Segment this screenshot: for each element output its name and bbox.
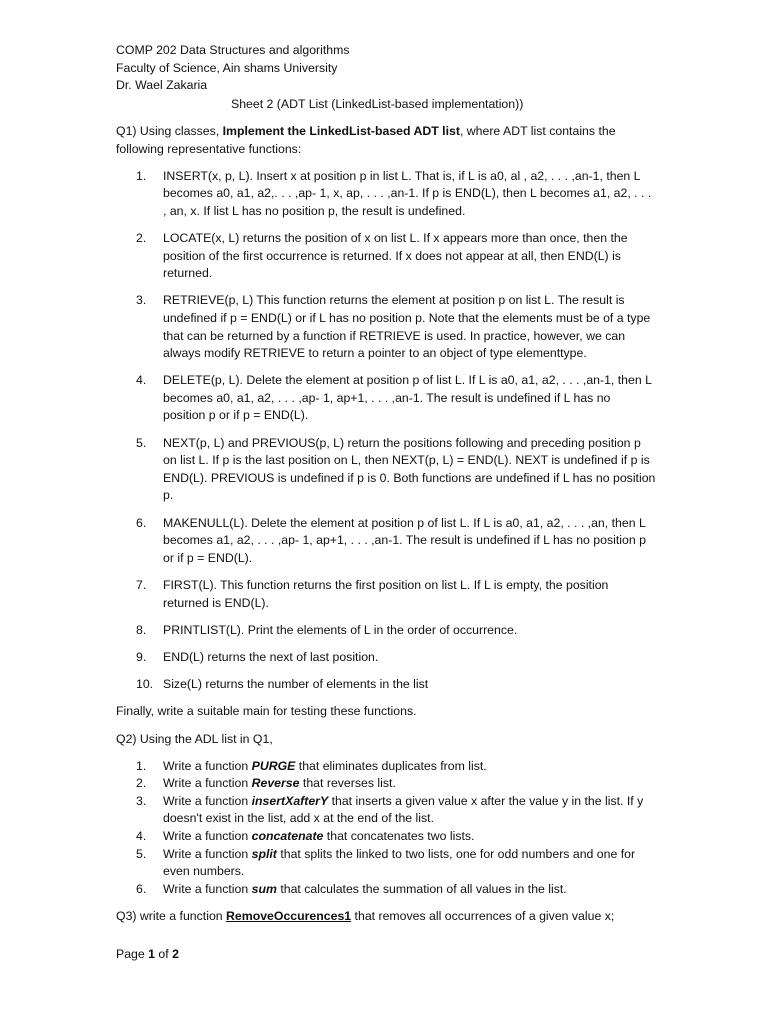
q1-intro-suffix: , where ADT list contains the following representative functions: bbox=[116, 124, 616, 156]
item-text: NEXT(p, L) and PREVIOUS(p, L) return the positions following and preceding position p on list L. If p is the last position on L, then NEXT(p, L) = END(L). NEXT is undefined if p is END(L). PREVIOUS is undefined if p is 0. Both functions are undefined if L has no position p. bbox=[163, 435, 656, 503]
function-name: concatenate bbox=[251, 828, 324, 843]
course-title: COMP 202 Data Structures and algorithms bbox=[116, 43, 350, 57]
function-name: sum bbox=[251, 881, 277, 896]
q1-item bbox=[116, 649, 656, 667]
list-number: 3. bbox=[136, 293, 147, 308]
q2-item bbox=[116, 881, 656, 899]
instructor-name: Dr. Wael Zakaria bbox=[116, 78, 208, 93]
page-word: Page bbox=[116, 947, 149, 961]
item-prefix: Write a function bbox=[163, 793, 252, 808]
item-text: INSERT(x, p, L). Insert x at position p in list L. That is, if L is a0, al , a2, . . . ,an-1, then L becomes a0, a1, a2,. . . ,ap- 1, x, ap, . . . ,an-1. If p is END(L), then L becomes a1, a2, . . . , an, x. If list L has no position p, the result is undefined. bbox=[163, 168, 652, 218]
item-prefix: Write a function bbox=[163, 846, 252, 861]
q1-item bbox=[116, 168, 656, 221]
item-text: PRINTLIST(L). Print the elements of L in the order of occurrence. bbox=[163, 622, 518, 637]
q1-item bbox=[116, 292, 656, 362]
item-suffix: that inserts a given value x after the value y in the list. If y doesn't exist in the list, add x at the end of the list. bbox=[163, 793, 644, 826]
page-number bbox=[116, 946, 179, 964]
q1-item bbox=[116, 577, 656, 612]
item-text: RETRIEVE(p, L) This function returns the element at position p on list L. The result is undefined if p = END(L) or if L has no position p. Note that the elements must be of a type that can be returned by a function if RETRIEVE is used. In practice, however, we can always modify RETRIEVE to return a pointer to an object of type elementtype. bbox=[163, 293, 651, 361]
item-prefix: Write a function bbox=[163, 758, 252, 773]
q1-item bbox=[116, 515, 656, 568]
q1-item bbox=[116, 372, 656, 425]
q2-item bbox=[116, 828, 656, 846]
item-suffix: that splits the linked to two lists, one for odd numbers and one for even numbers. bbox=[163, 846, 636, 879]
total-pages: 2 bbox=[172, 947, 179, 961]
list-number: 3. bbox=[136, 793, 147, 808]
list-number: 7. bbox=[136, 578, 147, 592]
function-name: insertXafterY bbox=[251, 793, 329, 808]
q1-item bbox=[116, 435, 656, 505]
item-prefix: Write a function bbox=[163, 776, 252, 791]
item-text: DELETE(p, L). Delete the element at position p of list L. If L is a0, a1, a2, . . . ,an-1, then L becomes a0, a1, a2, . . . ,ap- 1, ap+1, . . . ,an-1. The result is undefined if L has no position p or if p = END(L). bbox=[163, 373, 652, 423]
list-number: 6. bbox=[136, 515, 147, 530]
q1-intro-emphasis: Implement the LinkedList-based ADT list bbox=[222, 124, 460, 139]
item-suffix: that concatenates two lists. bbox=[323, 828, 475, 843]
list-number: 10. bbox=[136, 677, 154, 692]
list-number: 9. bbox=[136, 649, 147, 664]
document-page bbox=[116, 42, 656, 926]
q1-item bbox=[116, 676, 656, 694]
list-number: 6. bbox=[136, 881, 147, 896]
q1-intro-prefix: Q1) Using classes, bbox=[116, 124, 223, 139]
list-number: 5. bbox=[136, 846, 147, 861]
item-text: END(L) returns the next of last position. bbox=[163, 649, 379, 664]
q2-task-list bbox=[116, 758, 656, 899]
item-text: LOCATE(x, L) returns the position of x on list L. If x appears more than once, then the position of the first occurrence is returned. If x does not appear at all, then END(L) is returned. bbox=[163, 230, 628, 281]
sheet-title: Sheet 2 (ADT List (LinkedList-based implementation)) bbox=[231, 96, 524, 111]
list-number: 8. bbox=[136, 622, 147, 637]
item-prefix: Write a function bbox=[163, 881, 252, 896]
list-number: 1. bbox=[136, 758, 147, 773]
q1-finally: Finally, write a suitable main for testing these functions. bbox=[116, 704, 417, 719]
q1-intro bbox=[116, 123, 656, 158]
q1-item bbox=[116, 230, 656, 283]
list-number: 2. bbox=[136, 776, 147, 791]
q3-suffix: that removes all occurrences of a given value x; bbox=[351, 909, 615, 924]
list-number: 2. bbox=[136, 230, 147, 245]
item-suffix: that reverses list. bbox=[299, 776, 396, 791]
list-number: 1. bbox=[136, 168, 147, 183]
q1-function-list bbox=[116, 168, 656, 694]
q1-item bbox=[116, 622, 656, 640]
list-number: 4. bbox=[136, 828, 147, 843]
function-name: split bbox=[251, 846, 277, 861]
item-text: Size(L) returns the number of elements in the list bbox=[163, 677, 429, 692]
q2-item bbox=[116, 846, 656, 881]
function-name: Reverse bbox=[251, 776, 300, 791]
list-number: 4. bbox=[136, 373, 147, 388]
item-prefix: Write a function bbox=[163, 828, 252, 843]
list-number: 5. bbox=[136, 435, 147, 450]
q2-item bbox=[116, 775, 656, 793]
q3-text bbox=[116, 908, 656, 926]
q3-prefix: Q3) write a function bbox=[116, 909, 227, 924]
item-text: MAKENULL(L). Delete the element at position p of list L. If L is a0, a1, a2, . . . ,an, then L becomes a1, a2, . . . ,ap- 1, ap+1, . . . ,an-1. The result is undefined if L has no position p or if p = END(L). bbox=[163, 515, 646, 565]
item-suffix: that eliminates duplicates from list. bbox=[295, 758, 487, 773]
item-text: FIRST(L). This function returns the first position on list L. If L is empty, the position returned is END(L). bbox=[163, 578, 609, 610]
current-page: 1 bbox=[148, 947, 155, 961]
q3-function-name: RemoveOccurences1 bbox=[226, 909, 352, 924]
item-suffix: that calculates the summation of all values in the list. bbox=[276, 881, 567, 896]
q2-item bbox=[116, 758, 656, 776]
function-name: PURGE bbox=[251, 758, 296, 773]
q2-intro: Q2) Using the ADL list in Q1, bbox=[116, 731, 273, 746]
faculty-name: Faculty of Science, Ain shams University bbox=[116, 60, 338, 75]
of-word: of bbox=[154, 947, 173, 961]
q2-item bbox=[116, 793, 656, 828]
